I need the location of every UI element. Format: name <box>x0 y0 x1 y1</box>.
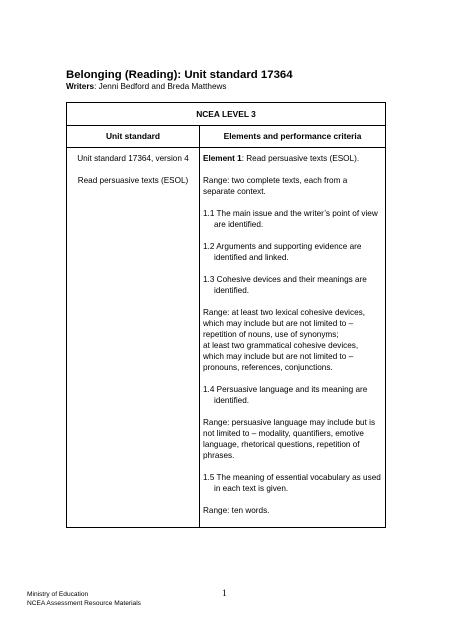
footer-ministry: Ministry of Education <box>27 591 89 598</box>
column-divider <box>199 125 200 527</box>
unit-version: Unit standard 17364, version 4 <box>77 154 189 163</box>
element-1-label: Element 1 <box>203 154 242 163</box>
unit-standard-cell <box>67 153 199 197</box>
range-2 <box>203 307 381 373</box>
footer-materials: NCEA Assessment Resource Materials <box>27 600 141 607</box>
table-header-row <box>67 125 385 148</box>
unit-title: Read persuasive texts (ESOL) <box>77 176 189 185</box>
writers-label: Writers <box>66 82 95 91</box>
element-1 <box>203 153 381 164</box>
document-title: Belonging (Reading): Unit standard 17364 <box>66 69 293 81</box>
range-1: Range: two complete texts, each from a separate context. <box>203 176 348 196</box>
criterion-1-2: 1.2 Arguments and supporting evidence are identified and linked. <box>203 242 362 262</box>
unit-standard-table <box>66 102 386 528</box>
footer-organisation <box>27 590 141 608</box>
range-3: Range: persuasive language may include but is not limited to – modality, quantifiers, emotive language, rhetorical questions, repetition of phrases. <box>203 418 376 460</box>
elements-column-header: Elements and performance criteria <box>223 131 362 141</box>
range-2-grammatical: at least two grammatical cohesive devices, which may include but are not limited to – pronouns, references, conjunctions. <box>203 341 359 372</box>
writers-names: : Jenni Bedford and Breda Matthews <box>94 82 227 91</box>
unit-standard-column-header: Unit standard <box>106 131 160 141</box>
range-4: Range: ten words. <box>203 506 270 515</box>
criterion-1-4: 1.4 Persuasive language and its meaning are identified. <box>203 385 368 405</box>
elements-cell <box>203 153 381 527</box>
ncea-level-heading: NCEA LEVEL 3 <box>67 103 385 126</box>
element-1-text: : Read persuasive texts (ESOL). <box>241 154 360 163</box>
range-2-lexical: Range: at least two lexical cohesive devices, which may include but are not limited to – repetition of nouns, use of synonyms; <box>203 308 366 339</box>
criterion-1-3: 1.3 Cohesive devices and their meanings are identified. <box>203 275 367 295</box>
page-number: 1 <box>222 589 227 599</box>
criterion-1-5: 1.5 The meaning of essential vocabulary as used in each text is given. <box>203 473 381 493</box>
criterion-1-1: 1.1 The main issue and the writer’s point of view are identified. <box>203 209 378 229</box>
writers-line <box>66 82 227 91</box>
